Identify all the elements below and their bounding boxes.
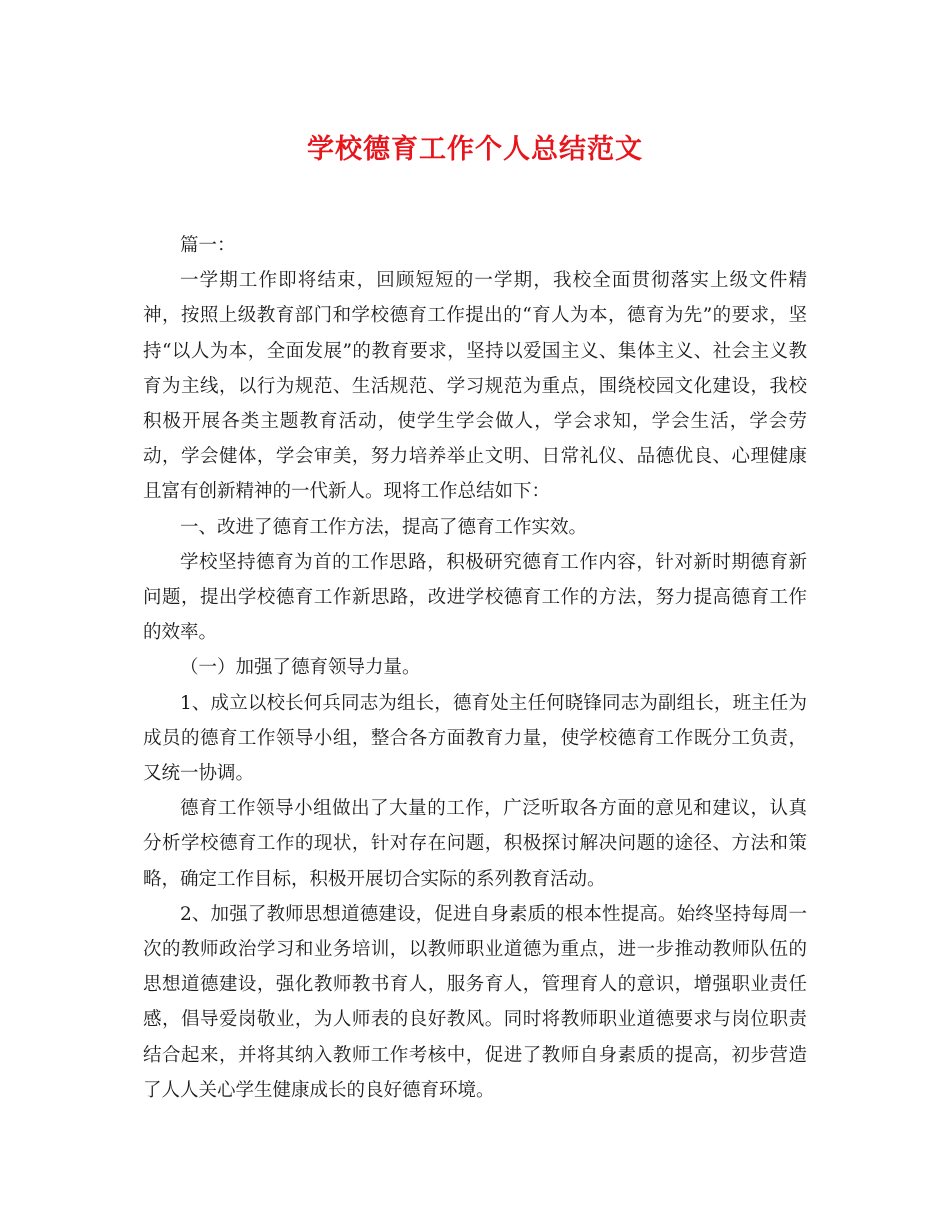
subsection-heading: （一）加强了德育领导力量。 bbox=[180, 657, 421, 679]
paragraph: 1、成立以校长何兵同志为组长，德育处主任何晓锋同志为副组长，班主任为成员的德育工作领导小组，整合各方面教育力量，使学校德育工作既分工负责，又统一协调。 bbox=[143, 692, 807, 785]
paragraph: 一学期工作即将结束，回顾短短的一学期，我校全面贯彻落实上级文件精神，按照上级教育部门和学校德育工作提出的“育人为本，德育为先”的要求，坚持“以人为本，全面发展”的教育要求，坚持以爱国主义、集体主义、社会主义教育为主线，以行为规范、生活规范、学习规范为重点，围绕校园文化建设，我校积极开展各类主题教育活动，使学生学会做人，学会求知，学会生活，学会劳动，学会健体，学会审美，努力培养举止文明、日常礼仪、品德优良、心理健康且富有创新精神的一代新人。现将工作总结如下： bbox=[143, 270, 807, 503]
paragraph: 2、加强了教师思想道德建设，促进自身素质的根本性提高。始终坚持每周一次的教师政治学习和业务培训，以教师职业道德为重点，进一步推动教师队伍的思想道德建设，强化教师教书育人，服务育人，管理育人的意识，增强职业责任感，倡导爱岗敬业，为人师表的良好教风。同时将教师职业道德要求与岗位职责结合起来，并将其纳入教师工作考核中，促进了教师自身素质的提高，初步营造了人人关心学生健康成长的良好德育环境。 bbox=[143, 903, 807, 1101]
paragraph: 德育工作领导小组做出了大量的工作，广泛听取各方面的意见和建议，认真分析学校德育工作的现状，针对存在问题，积极探讨解决问题的途径、方法和策略，确定工作目标，积极开展切合实际的系列教育活动。 bbox=[143, 798, 807, 890]
section-heading: 一、改进了德育工作方法，提高了德育工作实效。 bbox=[180, 516, 588, 538]
document-body bbox=[143, 228, 807, 1108]
document-title: 学校德育工作个人总结范文 bbox=[307, 134, 643, 165]
paragraph: 篇一： bbox=[180, 235, 236, 256]
paragraph: 学校坚持德育为首的工作思路，积极研究德育工作内容，针对新时期德育新问题，提出学校德育工作新思路，改进学校德育工作的方法，努力提高德育工作的效率。 bbox=[143, 551, 807, 644]
